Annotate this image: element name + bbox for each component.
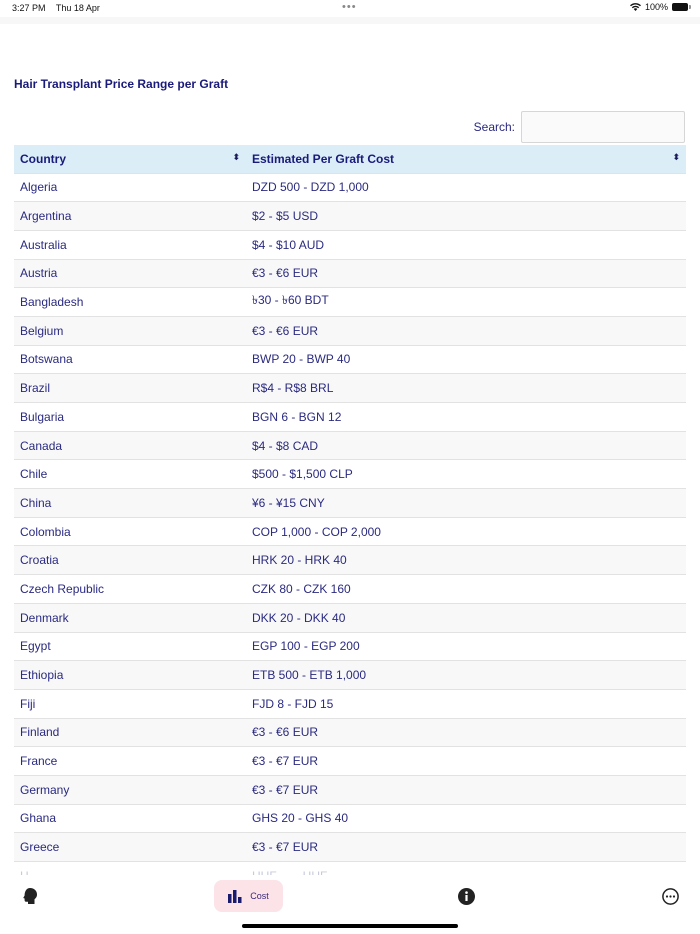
cell-country: Czech Republic (14, 575, 246, 604)
table-row (14, 546, 686, 575)
cell-country: Argentina (14, 202, 246, 231)
price-table (14, 145, 686, 890)
table-row (14, 775, 686, 804)
table-row (14, 288, 686, 317)
table-row (14, 431, 686, 460)
table-row (14, 747, 686, 776)
table-row (14, 460, 686, 489)
table-header-row (14, 145, 686, 173)
cell-country: Greece (14, 833, 246, 862)
cell-cost: €3 - €7 EUR (246, 833, 686, 862)
cell-cost: HRK 20 - HRK 40 (246, 546, 686, 575)
table-row (14, 689, 686, 718)
cell-country: France (14, 747, 246, 776)
page-title: Hair Transplant Price Range per Graft (14, 77, 229, 91)
cell-country: Botswana (14, 345, 246, 374)
cell-country: Finland (14, 718, 246, 747)
cell-cost: CZK 80 - CZK 160 (246, 575, 686, 604)
cell-country: Bangladesh (14, 288, 246, 317)
table-row (14, 661, 686, 690)
cell-cost: €3 - €6 EUR (246, 316, 686, 345)
table-row (14, 202, 686, 231)
table-row (14, 259, 686, 288)
table-row (14, 403, 686, 432)
status-bar (0, 0, 700, 17)
head-icon (23, 888, 37, 904)
search-label: Search: (473, 120, 515, 134)
tab-head[interactable] (18, 886, 42, 906)
table-row (14, 316, 686, 345)
wifi-icon (630, 3, 641, 11)
cell-cost: $4 - $10 AUD (246, 230, 686, 259)
cell-cost: DZD 500 - DZD 1,000 (246, 173, 686, 202)
table-row (14, 575, 686, 604)
cell-country: Colombia (14, 517, 246, 546)
cell-cost: €3 - €7 EUR (246, 775, 686, 804)
multitasking-dots-icon[interactable]: ••• (342, 1, 357, 13)
table-row (14, 603, 686, 632)
cell-country: Brazil (14, 374, 246, 403)
cell-cost: $4 - $8 CAD (246, 431, 686, 460)
cell-cost: DKK 20 - DKK 40 (246, 603, 686, 632)
cell-cost: BWP 20 - BWP 40 (246, 345, 686, 374)
battery-percent: 100% (644, 2, 668, 12)
home-indicator (242, 924, 458, 928)
cell-country: Chile (14, 460, 246, 489)
status-date: Thu 18 Apr (55, 3, 100, 13)
cell-cost: ¥6 - ¥15 CNY (246, 489, 686, 518)
table-row (14, 345, 686, 374)
table-row (14, 489, 686, 518)
cell-country: Denmark (14, 603, 246, 632)
cell-country: Egypt (14, 632, 246, 661)
sort-icon[interactable]: ⬍ (232, 152, 240, 162)
cell-cost: $500 - $1,500 CLP (246, 460, 686, 489)
cell-country: Belgium (14, 316, 246, 345)
table-row (14, 230, 686, 259)
cell-cost: COP 1,000 - COP 2,000 (246, 517, 686, 546)
cell-country: Ethiopia (14, 661, 246, 690)
column-header-country[interactable]: Country ⬍ (14, 145, 246, 173)
cell-cost: FJD 8 - FJD 15 (246, 689, 686, 718)
cell-cost: EGP 100 - EGP 200 (246, 632, 686, 661)
cell-country: Canada (14, 431, 246, 460)
tab-info[interactable] (456, 886, 476, 906)
column-header-cost[interactable]: Estimated Per Graft Cost ⬍ (246, 145, 686, 173)
cell-country: Austria (14, 259, 246, 288)
cell-cost: BGN 6 - BGN 12 (246, 403, 686, 432)
cell-country: Australia (14, 230, 246, 259)
search-row (474, 111, 685, 143)
more-icon (662, 888, 679, 905)
cell-cost: $2 - $5 USD (246, 202, 686, 231)
cell-country: Ghana (14, 804, 246, 833)
table-row (14, 517, 686, 546)
cell-cost: ৳30 - ৳60 BDT (246, 288, 686, 317)
table-row (14, 804, 686, 833)
cell-cost: ETB 500 - ETB 1,000 (246, 661, 686, 690)
info-icon (458, 888, 475, 905)
tab-cost-label: Cost (250, 891, 269, 901)
table-row (14, 374, 686, 403)
cell-cost: €3 - €7 EUR (246, 747, 686, 776)
search-input[interactable] (521, 111, 685, 143)
price-table-container[interactable] (14, 145, 686, 875)
table-row (14, 173, 686, 202)
cell-country: Germany (14, 775, 246, 804)
tab-more[interactable] (660, 886, 680, 906)
cell-country: Fiji (14, 689, 246, 718)
cell-cost: €3 - €6 EUR (246, 718, 686, 747)
table-row (14, 632, 686, 661)
cell-country: Bulgaria (14, 403, 246, 432)
battery-icon (672, 3, 688, 11)
table-row (14, 718, 686, 747)
cell-country: Croatia (14, 546, 246, 575)
cell-country: China (14, 489, 246, 518)
cell-cost: GHS 20 - GHS 40 (246, 804, 686, 833)
cell-country: Algeria (14, 173, 246, 202)
cell-cost: R$4 - R$8 BRL (246, 374, 686, 403)
tab-bar (0, 875, 700, 934)
cell-cost: €3 - €6 EUR (246, 259, 686, 288)
table-row (14, 833, 686, 862)
nav-strip (0, 17, 700, 24)
status-time: 3:27 PM (12, 3, 46, 13)
sort-icon[interactable]: ⬍ (672, 152, 680, 162)
bar-chart-icon (228, 890, 242, 903)
tab-cost[interactable] (214, 880, 283, 912)
